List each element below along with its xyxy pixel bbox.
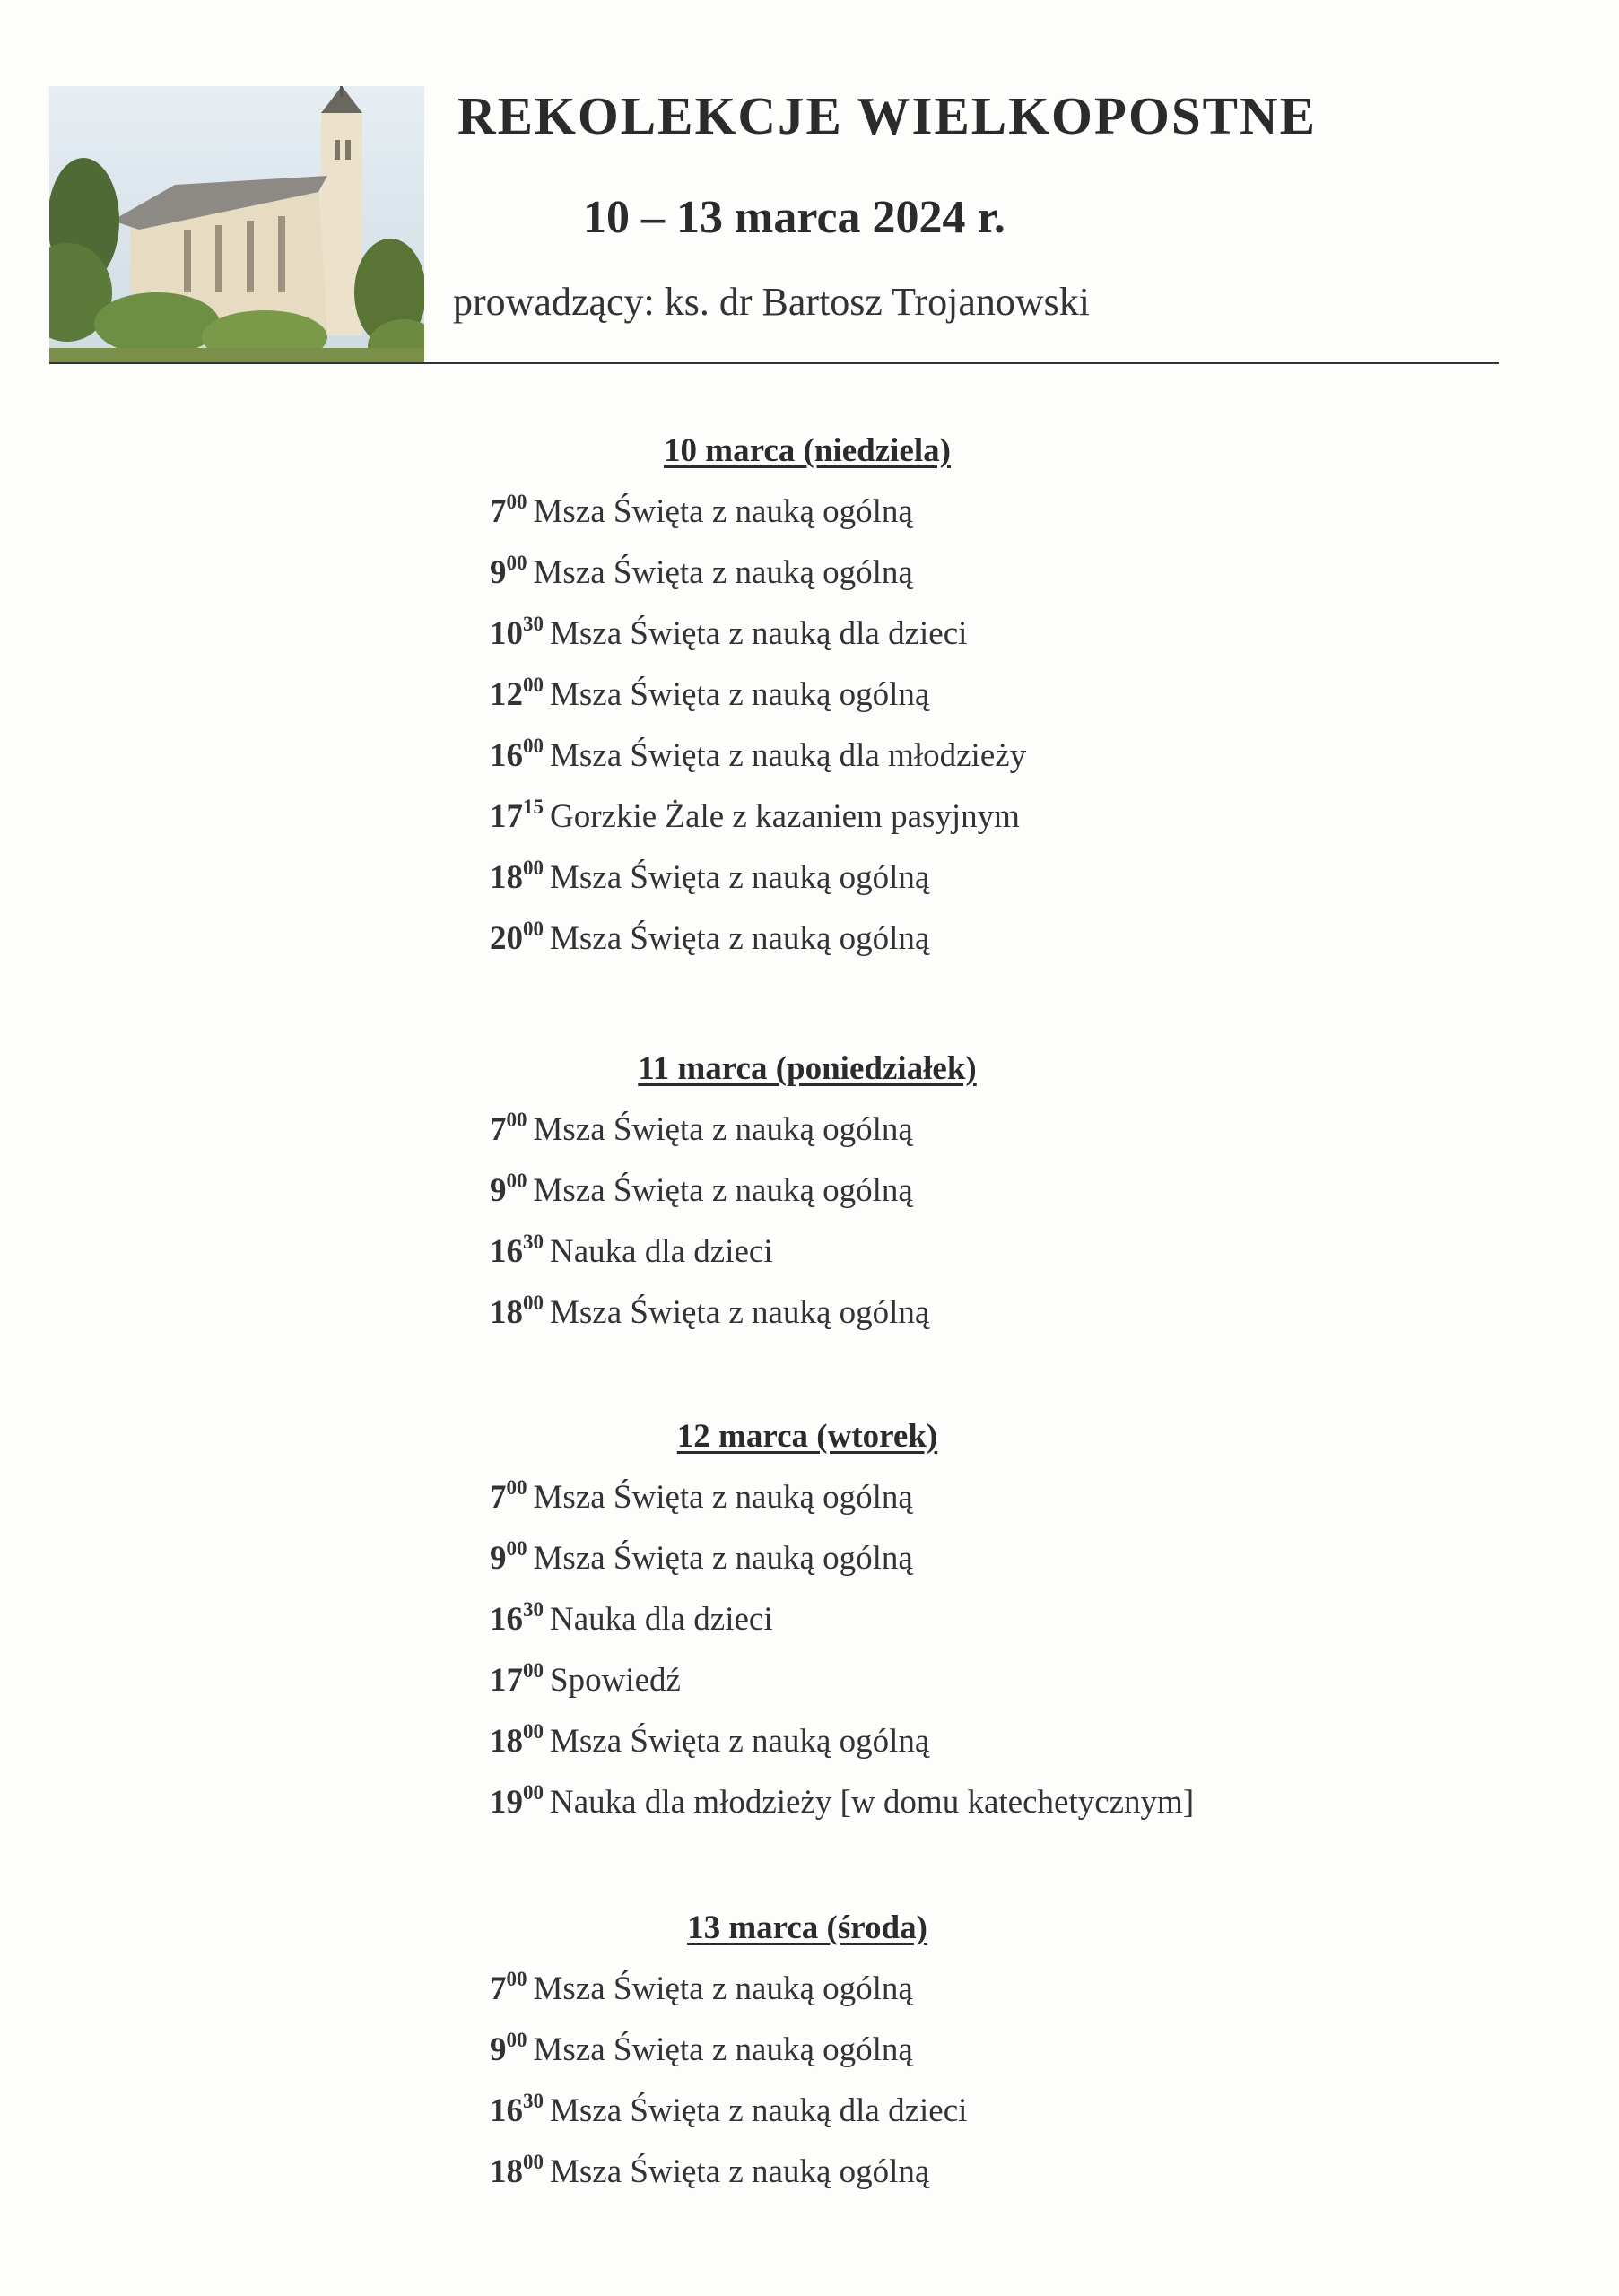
event-dates: 10 – 13 marca 2024 r.	[583, 192, 1005, 243]
schedule-entry: $17^{15}$ Gorzkie Żale z kazaniem pasyjnym	[490, 796, 1020, 835]
schedule-entry: $16^{00}$ Msza Święta z nauką dla młodzieży	[490, 735, 1027, 774]
schedule-entry: $7^{00}$ Msza Święta z nauką ogólną	[490, 1109, 913, 1148]
schedule-entry: $18^{00}$ Msza Święta z nauką ogólną	[490, 2151, 930, 2190]
schedule-entry: $16^{30}$ Nauka dla dzieci	[490, 1598, 773, 1638]
schedule-entry: $12^{00}$ Msza Święta z nauką ogólną	[490, 674, 930, 713]
day-heading: 10 marca (niedziela)	[664, 432, 951, 469]
church-photo	[49, 86, 424, 364]
schedule-entry: $10^{30}$ Msza Święta z nauką dla dzieci	[490, 613, 968, 652]
schedule-entry: $19^{00}$ Nauka dla młodzieży [w domu katechetycznym]	[490, 1781, 1195, 1821]
schedule-entry: $20^{00}$ Msza Święta z nauką ogólną	[490, 918, 930, 957]
day-heading: 13 marca (środa)	[687, 1909, 927, 1946]
schedule-entry: $9^{00}$ Msza Święta z nauką ogólną	[490, 552, 913, 591]
schedule-entry: $18^{00}$ Msza Święta z nauką ogólną	[490, 1292, 930, 1331]
schedule-entry: $9^{00}$ Msza Święta z nauką ogólną	[490, 1170, 913, 1209]
schedule-entry: $7^{00}$ Msza Święta z nauką ogólną	[490, 1968, 913, 2007]
schedule-entry: $18^{00}$ Msza Święta z nauką ogólną	[490, 857, 930, 896]
schedule-entry: $9^{00}$ Msza Święta z nauką ogólną	[490, 2029, 913, 2068]
header-divider	[49, 362, 1499, 364]
schedule-entry: $7^{00}$ Msza Święta z nauką ogólną	[490, 491, 913, 530]
day-heading: 11 marca (poniedziałek)	[638, 1050, 977, 1087]
schedule-entry: $7^{00}$ Msza Święta z nauką ogólną	[490, 1476, 913, 1516]
schedule-entry: $16^{30}$ Nauka dla dzieci	[490, 1231, 773, 1270]
day-heading: 12 marca (wtorek)	[676, 1418, 938, 1455]
schedule-entry: $16^{30}$ Msza Święta z nauką dla dzieci	[490, 2090, 968, 2129]
page-title: REKOLEKCJE WIELKOPOSTNE	[457, 86, 1317, 145]
schedule-entry: $17^{00}$ Spowiedź	[490, 1659, 681, 1699]
event-leader: prowadzący: ks. dr Bartosz Trojanowski	[453, 280, 1091, 324]
schedule-entry: $9^{00}$ Msza Święta z nauką ogólną	[490, 1537, 913, 1577]
schedule-entry: $18^{00}$ Msza Święta z nauką ogólną	[490, 1720, 930, 1760]
